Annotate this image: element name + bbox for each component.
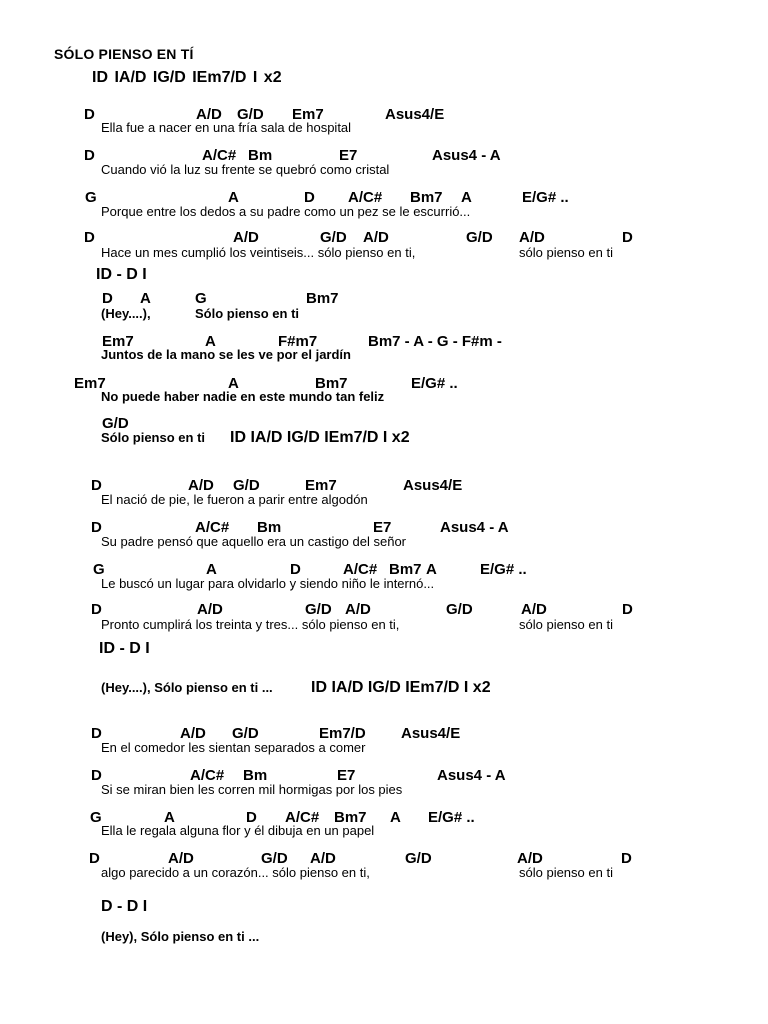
chord: Em7	[292, 106, 324, 123]
chord: G/D	[237, 106, 264, 123]
chord: G/D	[261, 850, 288, 867]
chord: Bm7 - A - G - F#m -	[368, 333, 502, 350]
chord: D	[290, 561, 301, 578]
chord: D	[91, 519, 102, 536]
chord: A/D	[345, 601, 371, 618]
chord: A/C#	[348, 189, 383, 206]
lyric-line: Cuando vió la luz su frente se quebró como cristal	[101, 162, 390, 177]
chord: G/D	[405, 850, 432, 867]
lyric-line: algo parecido a un corazón... sólo pienso en ti,	[101, 865, 370, 880]
lyric-line: Sólo pienso en ti	[101, 430, 206, 445]
chord: D	[622, 601, 633, 618]
chord: A	[164, 809, 175, 826]
chord: A/D	[168, 850, 194, 867]
chord: G/D	[446, 601, 473, 618]
chord: G	[195, 290, 207, 307]
chord: A/C#	[190, 767, 225, 784]
chord: A/D	[310, 850, 336, 867]
chord: G/D	[102, 415, 129, 432]
chord-bar: ID IA/D IG/D IEm7/D I x2	[311, 679, 491, 696]
chord: A/C#	[202, 147, 237, 164]
chord: G	[90, 809, 102, 826]
lyric-line: (Hey....), Sólo pienso en ti ...	[101, 680, 273, 695]
chord: Asus4/E	[385, 106, 445, 123]
lyric-line: sólo pienso en ti	[519, 865, 613, 880]
chord: A	[206, 561, 217, 578]
chord-bar: ID - D I	[96, 266, 147, 283]
chord: E7	[339, 147, 358, 164]
chord: G/D	[233, 477, 260, 494]
chord: Em7	[102, 333, 134, 350]
chord: D	[84, 147, 95, 164]
chord: A	[140, 290, 151, 307]
intro-chord-bar: ID IA/D IG/D IEm7/D I x2	[92, 69, 282, 86]
chord: Em7/D	[319, 725, 366, 742]
chord: A/D	[521, 601, 547, 618]
chord: A/D	[363, 229, 389, 246]
chord: E/G# ..	[411, 375, 458, 392]
chord: Bm	[248, 147, 273, 164]
chord: E/G# ..	[522, 189, 569, 206]
chord: A/D	[180, 725, 206, 742]
chord: D	[84, 106, 95, 123]
chord: E7	[373, 519, 392, 536]
lyric-line: sólo pienso en ti	[519, 245, 613, 260]
lyric-line: Si se miran bien les corren mil hormigas por los pies	[101, 782, 403, 797]
chord: A/D	[196, 106, 222, 123]
chord: A/D	[519, 229, 545, 246]
song-title: SÓLO PIENSO EN TÍ	[54, 46, 194, 62]
chord: E/G# ..	[480, 561, 527, 578]
chord: D	[246, 809, 257, 826]
lyric-line: No puede haber nadie en este mundo tan feliz	[101, 389, 385, 404]
lyric-line: El nació de pie, le fueron a parir entre algodón	[101, 492, 368, 507]
chord: G/D	[466, 229, 493, 246]
chord: Asus4 - A	[432, 147, 501, 164]
chord: D	[91, 725, 102, 742]
chord-bar: ID - D I	[99, 640, 150, 657]
chord: A	[228, 189, 239, 206]
chord: Asus4/E	[403, 477, 463, 494]
chord: G/D	[305, 601, 332, 618]
lyric-line: sólo pienso en ti	[519, 617, 613, 632]
chord: G	[93, 561, 105, 578]
lyric-line: Le buscó un lugar para olvidarlo y siendo niño le internó...	[101, 576, 435, 591]
chord-bar: ID IA/D IG/D IEm7/D I x2	[230, 429, 410, 446]
chord: Bm7	[334, 809, 367, 826]
chord: Em7	[74, 375, 106, 392]
chord: E/G# ..	[428, 809, 475, 826]
chord: A/C#	[285, 809, 320, 826]
chord: Em7	[305, 477, 337, 494]
chord: D	[91, 477, 102, 494]
chord: Bm	[243, 767, 268, 784]
chord-bar: D - D I	[101, 898, 148, 915]
chord: F#m7	[278, 333, 318, 350]
chord: E7	[337, 767, 356, 784]
lyric-line: Porque entre los dedos a su padre como un pez se le escurrió...	[101, 204, 471, 219]
chord: D	[91, 601, 102, 618]
chord: Bm7	[410, 189, 443, 206]
chord: A/D	[197, 601, 223, 618]
chord: A/C#	[195, 519, 230, 536]
chord: A	[426, 561, 437, 578]
chord: G/D	[232, 725, 259, 742]
chord: D	[91, 767, 102, 784]
chord: G	[85, 189, 97, 206]
chord: A	[205, 333, 216, 350]
lyric-line: Ella fue a nacer en una fría sala de hospital	[101, 120, 352, 135]
chord: A/D	[188, 477, 214, 494]
chord: D	[304, 189, 315, 206]
chord: Asus4 - A	[440, 519, 509, 536]
lyric-line: Pronto cumplirá los treinta y tres... sólo pienso en ti,	[101, 617, 400, 632]
lyric-line: Juntos de la mano se les ve por el jardín	[101, 347, 351, 362]
chord: A	[461, 189, 472, 206]
lyric-line: (Hey....),	[101, 306, 151, 321]
chord: Asus4/E	[401, 725, 461, 742]
chord: Bm7	[306, 290, 339, 307]
lyric-line: Su padre pensó que aquello era un castigo del señor	[101, 534, 406, 549]
chord: A/C#	[343, 561, 378, 578]
lyric-line: En el comedor les sientan separados a comer	[101, 740, 366, 755]
chord: Bm7	[315, 375, 348, 392]
chord: Bm	[257, 519, 282, 536]
chord: D	[102, 290, 113, 307]
chord: Asus4 - A	[437, 767, 506, 784]
chord: G/D	[320, 229, 347, 246]
lyric-line: (Hey), Sólo pienso en ti ...	[101, 929, 260, 944]
chord: D	[621, 850, 632, 867]
chord: A/D	[517, 850, 543, 867]
lyric-line: Hace un mes cumplió los veintiseis... sólo pienso en ti,	[101, 245, 416, 260]
chord: D	[622, 229, 633, 246]
lyric-line: Ella le regala alguna flor y él dibuja en un papel	[101, 823, 375, 838]
chord: D	[84, 229, 95, 246]
chord: A	[390, 809, 401, 826]
chord: A	[228, 375, 239, 392]
chord: A/D	[233, 229, 259, 246]
lyric-line: Sólo pienso en ti	[195, 306, 300, 321]
chord: Bm7	[389, 561, 422, 578]
chord: D	[89, 850, 100, 867]
